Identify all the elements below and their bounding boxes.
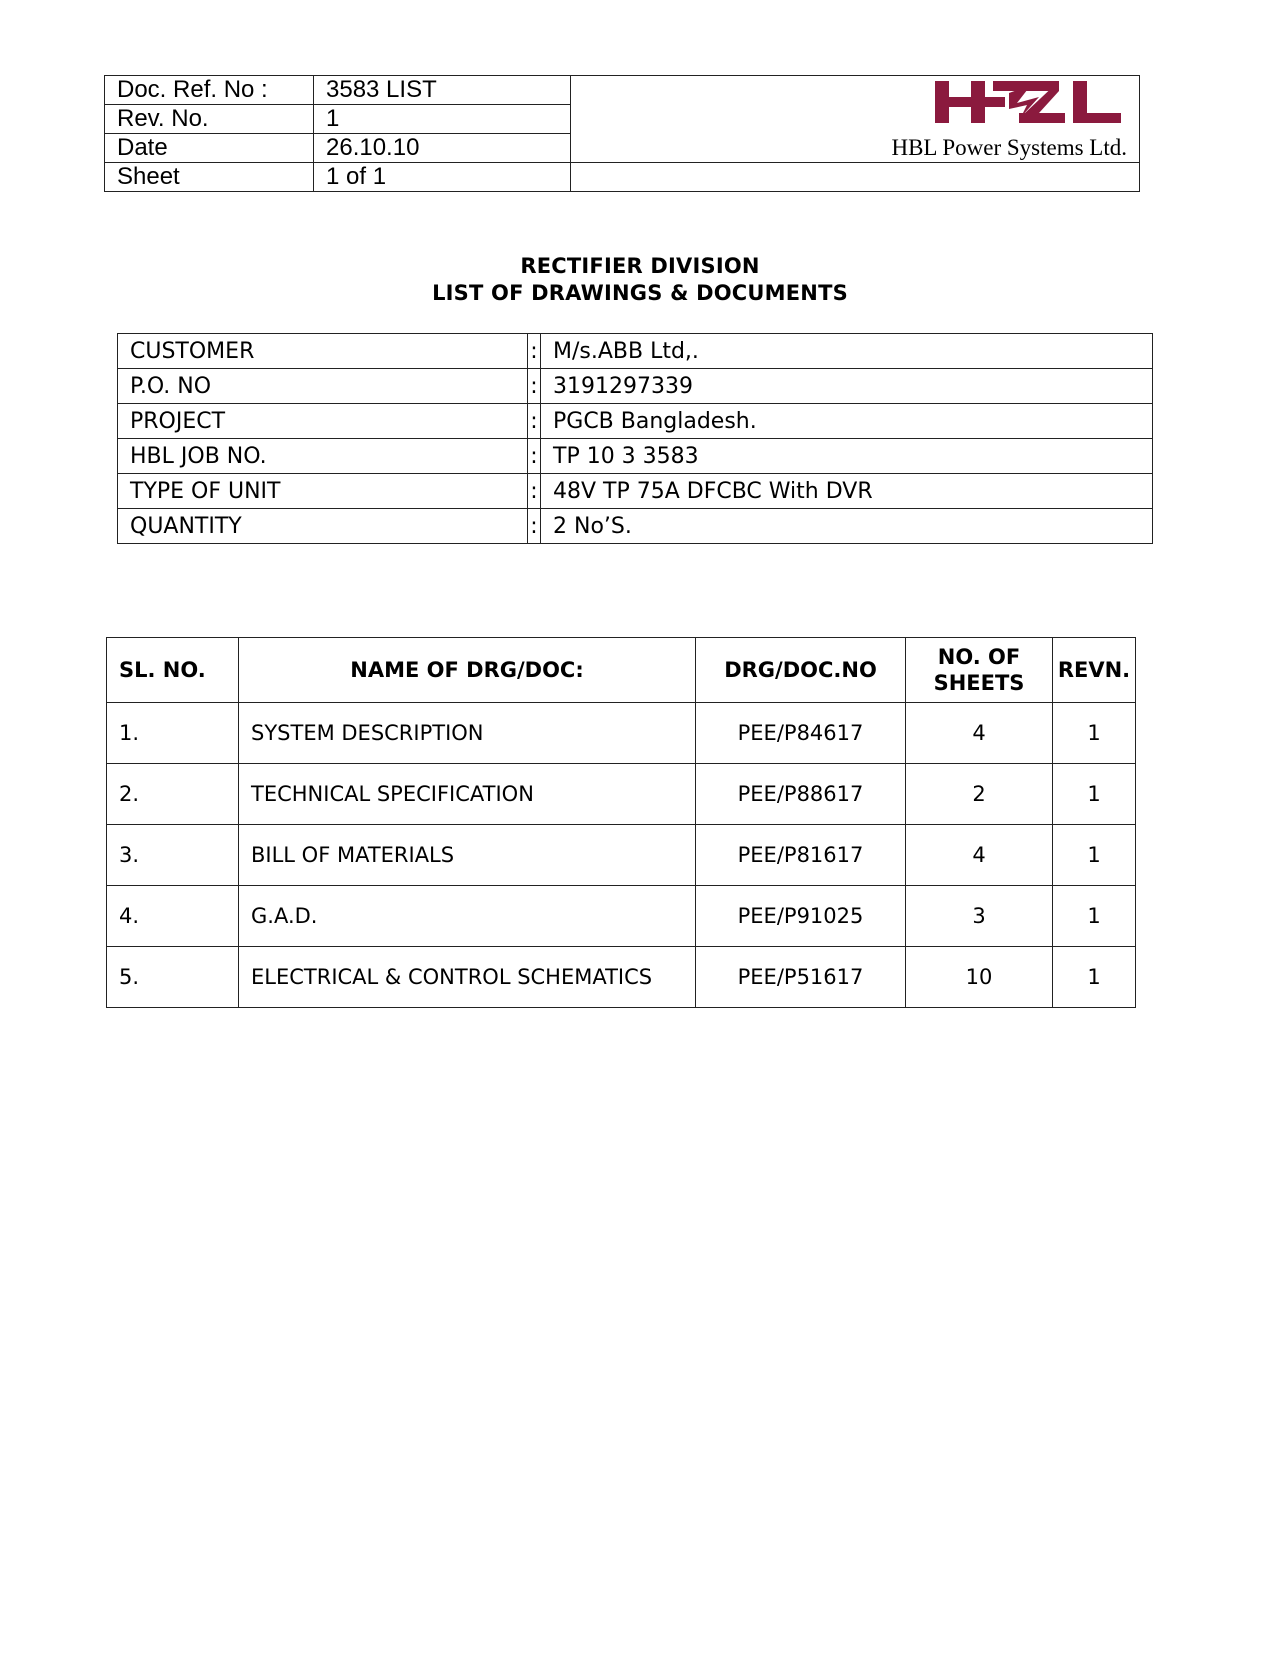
row-doc-no: PEE/P91025 bbox=[696, 886, 906, 947]
row-sl: 2. bbox=[107, 764, 239, 825]
col-name: NAME OF DRG/DOC: bbox=[239, 638, 696, 703]
row-doc-no: PEE/P51617 bbox=[696, 947, 906, 1008]
info-row bbox=[118, 404, 1153, 439]
info-value: PGCB Bangladesh. bbox=[541, 404, 1153, 439]
document-title bbox=[0, 253, 1280, 307]
row-name: G.A.D. bbox=[239, 886, 696, 947]
rev-value: 1 bbox=[314, 105, 571, 134]
logo-cell bbox=[571, 76, 1140, 134]
row-sheets: 3 bbox=[906, 886, 1053, 947]
row-revn: 1 bbox=[1053, 703, 1136, 764]
sheet-value: 1 of 1 bbox=[314, 163, 571, 192]
date-label: Date bbox=[105, 134, 314, 163]
documents-table bbox=[106, 637, 1136, 1008]
info-separator: : bbox=[528, 439, 541, 474]
info-row bbox=[118, 474, 1153, 509]
info-separator: : bbox=[528, 369, 541, 404]
info-row bbox=[118, 334, 1153, 369]
row-name: BILL OF MATERIALS bbox=[239, 825, 696, 886]
row-sheets: 4 bbox=[906, 825, 1053, 886]
row-name: SYSTEM DESCRIPTION bbox=[239, 703, 696, 764]
empty-cell bbox=[571, 163, 1140, 192]
table-row bbox=[107, 703, 1136, 764]
company-name: HBL Power Systems Ltd. bbox=[571, 134, 1140, 163]
info-label: CUSTOMER bbox=[118, 334, 528, 369]
date-value: 26.10.10 bbox=[314, 134, 571, 163]
info-separator: : bbox=[528, 404, 541, 439]
table-row bbox=[107, 825, 1136, 886]
info-row bbox=[118, 369, 1153, 404]
info-label: P.O. NO bbox=[118, 369, 528, 404]
col-no-of-sheets: NO. OF SHEETS bbox=[906, 638, 1053, 703]
info-separator: : bbox=[528, 334, 541, 369]
row-revn: 1 bbox=[1053, 825, 1136, 886]
info-label: QUANTITY bbox=[118, 509, 528, 544]
row-sheets: 4 bbox=[906, 703, 1053, 764]
info-value: TP 10 3 3583 bbox=[541, 439, 1153, 474]
title-line-1: RECTIFIER DIVISION bbox=[520, 254, 760, 278]
title-line-2: LIST OF DRAWINGS & DOCUMENTS bbox=[432, 281, 848, 305]
row-sheets: 10 bbox=[906, 947, 1053, 1008]
hbl-logo bbox=[935, 79, 1121, 125]
rev-label: Rev. No. bbox=[105, 105, 314, 134]
project-info-table bbox=[117, 333, 1153, 544]
row-doc-no: PEE/P88617 bbox=[696, 764, 906, 825]
info-value: 2 No’S. bbox=[541, 509, 1153, 544]
info-label: PROJECT bbox=[118, 404, 528, 439]
col-revn: REVN. bbox=[1053, 638, 1136, 703]
table-header-row bbox=[107, 638, 1136, 703]
row-sheets: 2 bbox=[906, 764, 1053, 825]
row-name: TECHNICAL SPECIFICATION bbox=[239, 764, 696, 825]
document-header bbox=[104, 75, 1140, 192]
row-sl: 5. bbox=[107, 947, 239, 1008]
info-value: 48V TP 75A DFCBC With DVR bbox=[541, 474, 1153, 509]
info-row bbox=[118, 439, 1153, 474]
row-doc-no: PEE/P84617 bbox=[696, 703, 906, 764]
row-doc-no: PEE/P81617 bbox=[696, 825, 906, 886]
row-revn: 1 bbox=[1053, 947, 1136, 1008]
info-separator: : bbox=[528, 509, 541, 544]
table-row bbox=[107, 947, 1136, 1008]
sheet-label: Sheet bbox=[105, 163, 314, 192]
col-doc-no: DRG/DOC.NO bbox=[696, 638, 906, 703]
col-sl-no: SL. NO. bbox=[107, 638, 239, 703]
info-separator: : bbox=[528, 474, 541, 509]
info-value: 3191297339 bbox=[541, 369, 1153, 404]
row-sl: 3. bbox=[107, 825, 239, 886]
table-row bbox=[107, 886, 1136, 947]
table-row bbox=[107, 764, 1136, 825]
info-label: TYPE OF UNIT bbox=[118, 474, 528, 509]
row-revn: 1 bbox=[1053, 886, 1136, 947]
info-row bbox=[118, 509, 1153, 544]
doc-ref-value: 3583 LIST bbox=[314, 76, 571, 105]
row-sl: 4. bbox=[107, 886, 239, 947]
row-sl: 1. bbox=[107, 703, 239, 764]
info-value: M/s.ABB Ltd,. bbox=[541, 334, 1153, 369]
row-name: ELECTRICAL & CONTROL SCHEMATICS bbox=[239, 947, 696, 1008]
doc-ref-label: Doc. Ref. No : bbox=[105, 76, 314, 105]
row-revn: 1 bbox=[1053, 764, 1136, 825]
info-label: HBL JOB NO. bbox=[118, 439, 528, 474]
